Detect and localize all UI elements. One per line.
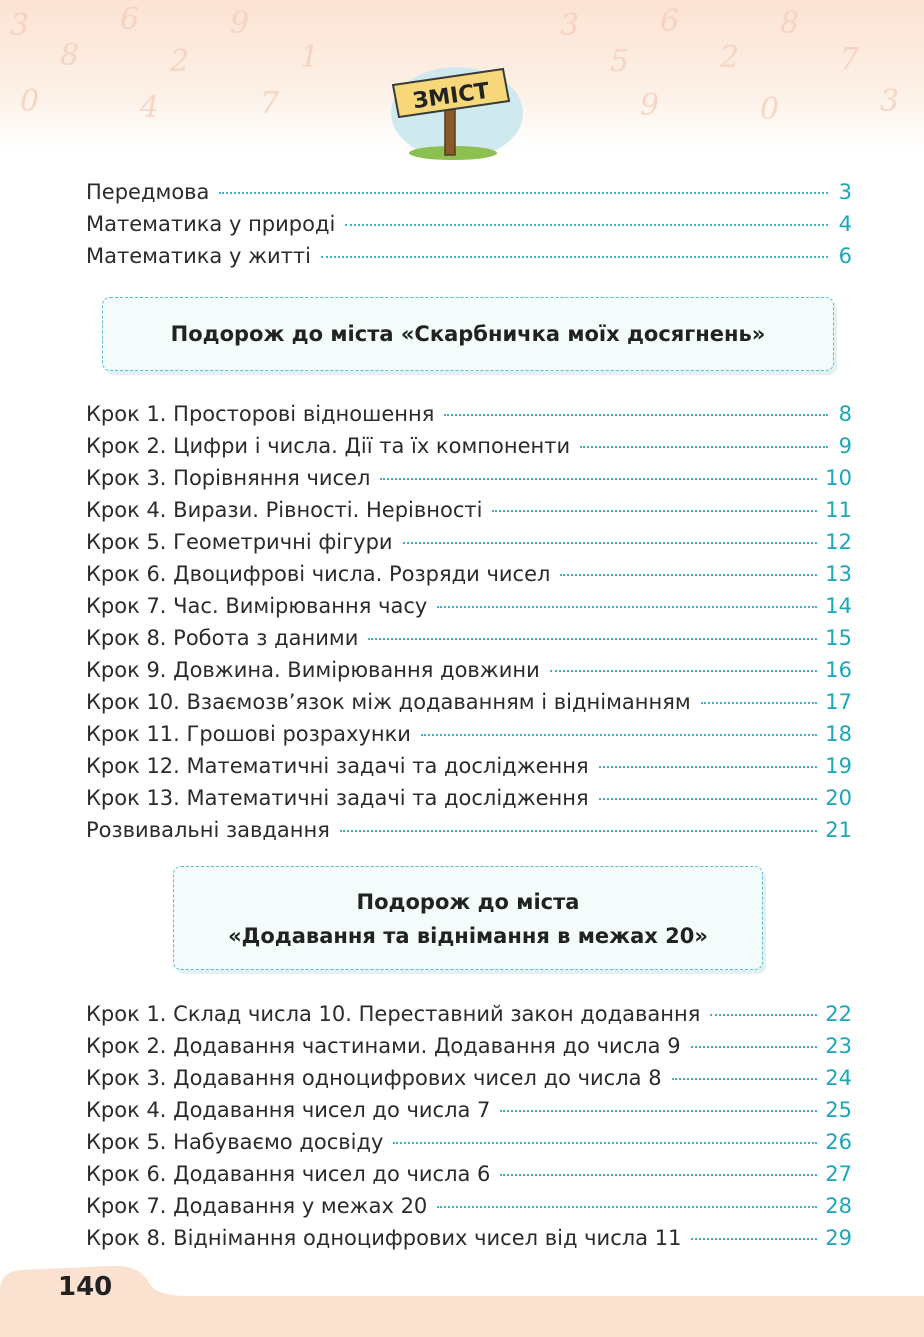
toc-page: 3 (838, 180, 852, 204)
dot-leader (437, 606, 817, 608)
dot-leader (421, 734, 817, 736)
dot-leader (672, 1078, 818, 1080)
toc-page: 22 (825, 1002, 852, 1026)
toc-page: 16 (825, 658, 852, 682)
toc-row[interactable] (86, 1126, 852, 1158)
dot-leader (492, 510, 817, 512)
toc-label: Крок 6. Двоцифрові числа. Розряди чисел (86, 562, 551, 586)
toc-label: Крок 13. Математичні задачі та дослідження (86, 786, 589, 810)
toc-row[interactable] (86, 558, 852, 590)
section-1-list (86, 398, 852, 846)
signpost-illustration (385, 55, 525, 160)
toc-page: 19 (825, 754, 852, 778)
toc-label: Крок 1. Просторові відношення (86, 402, 435, 426)
toc-label: Розвивальні завдання (86, 818, 330, 842)
toc-row[interactable] (86, 1094, 852, 1126)
toc-label: Крок 6. Додавання чисел до числа 6 (86, 1162, 491, 1186)
toc-label: Математика у житті (86, 244, 311, 268)
dot-leader (393, 1142, 817, 1144)
toc-page: 10 (825, 466, 852, 490)
toc-page: 26 (825, 1130, 852, 1154)
toc-label: Крок 3. Порівняння чисел (86, 466, 371, 490)
toc-row[interactable] (86, 462, 852, 494)
toc-page: 20 (825, 786, 852, 810)
section-title: Подорож до міста «Скарбничка моїх досягнень» (170, 322, 766, 346)
toc-page: 24 (825, 1066, 852, 1090)
toc-row[interactable] (86, 1222, 852, 1254)
section-2-list (86, 998, 852, 1254)
toc-row[interactable] (86, 430, 852, 462)
toc-label: Крок 5. Набуваємо досвіду (86, 1130, 384, 1154)
footer-tab (0, 1262, 924, 1337)
dot-leader (691, 1238, 817, 1240)
toc-page: 15 (825, 626, 852, 650)
toc-page: 4 (838, 212, 852, 236)
toc-row[interactable] (86, 1062, 852, 1094)
toc-row[interactable] (86, 998, 852, 1030)
dot-leader (580, 446, 828, 448)
toc-row[interactable] (86, 494, 852, 526)
toc-page: 14 (825, 594, 852, 618)
dot-leader (599, 798, 818, 800)
sign-title: ЗМІСТ (411, 78, 492, 115)
toc-page: 18 (825, 722, 852, 746)
toc-row[interactable] (86, 526, 852, 558)
toc-page: 13 (825, 562, 852, 586)
toc-row[interactable] (86, 176, 852, 208)
dot-leader (560, 574, 817, 576)
dot-leader (340, 830, 817, 832)
toc-row[interactable] (86, 814, 852, 846)
section-title-line-2: «Додавання та віднімання в межах 20» (228, 924, 708, 948)
toc-row[interactable] (86, 398, 852, 430)
toc-label: Крок 1. Склад числа 10. Переставний закон додавання (86, 1002, 701, 1026)
section-heading-2 (173, 866, 763, 970)
toc-row[interactable] (86, 782, 852, 814)
toc-page: 9 (838, 434, 852, 458)
dot-leader (219, 192, 828, 194)
dot-leader (691, 1046, 818, 1048)
dot-leader (437, 1206, 817, 1208)
toc-page: 29 (825, 1226, 852, 1250)
dot-leader (403, 542, 818, 544)
toc-label: Крок 11. Грошові розрахунки (86, 722, 411, 746)
toc-label: Крок 10. Взаємозв’язок між додаванням і відніманням (86, 690, 691, 714)
dot-leader (701, 702, 818, 704)
toc-page: 6 (838, 244, 852, 268)
toc-page: 25 (825, 1098, 852, 1122)
page-number: 140 (58, 1272, 113, 1302)
toc-label: Крок 7. Додавання у межах 20 (86, 1194, 428, 1218)
toc-row[interactable] (86, 1030, 852, 1062)
toc-page: 23 (825, 1034, 852, 1058)
toc-page: 11 (825, 498, 852, 522)
toc-row[interactable] (86, 750, 852, 782)
toc-label: Крок 3. Додавання одноцифрових чисел до числа 8 (86, 1066, 662, 1090)
toc-row[interactable] (86, 590, 852, 622)
section-heading-1 (102, 297, 834, 371)
dot-leader (380, 478, 817, 480)
toc-row[interactable] (86, 240, 852, 272)
dot-leader (345, 224, 828, 226)
toc-row[interactable] (86, 686, 852, 718)
toc-page: 12 (825, 530, 852, 554)
header-decoration: 3 8 6 2 9 1 3 5 6 2 8 7 0 4 7 9 0 3 (0, 0, 924, 150)
toc-row[interactable] (86, 622, 852, 654)
toc-label: Математика у природі (86, 212, 336, 236)
toc-page: 8 (838, 402, 852, 426)
toc-label: Крок 5. Геометричні фігури (86, 530, 393, 554)
toc-page: 21 (825, 818, 852, 842)
toc-label: Крок 2. Цифри і числа. Дії та їх компоненти (86, 434, 571, 458)
dot-leader (500, 1110, 817, 1112)
toc-label: Передмова (86, 180, 210, 204)
toc-label: Крок 12. Математичні задачі та дослідження (86, 754, 589, 778)
dot-leader (368, 638, 817, 640)
dot-leader (500, 1174, 817, 1176)
toc-row[interactable] (86, 1190, 852, 1222)
toc-page: 17 (825, 690, 852, 714)
toc-row[interactable] (86, 718, 852, 750)
dot-leader (321, 256, 828, 258)
section-title-line-1: Подорож до міста (356, 890, 580, 914)
toc-page: 27 (825, 1162, 852, 1186)
toc-row[interactable] (86, 654, 852, 686)
toc-label: Крок 8. Віднімання одноцифрових чисел від числа 11 (86, 1226, 682, 1250)
toc-label: Крок 2. Додавання частинами. Додавання до числа 9 (86, 1034, 681, 1058)
toc-label: Крок 8. Робота з даними (86, 626, 359, 650)
toc-label: Крок 4. Додавання чисел до числа 7 (86, 1098, 491, 1122)
toc-label: Крок 4. Вирази. Рівності. Нерівності (86, 498, 483, 522)
toc-label: Крок 9. Довжина. Вимірювання довжини (86, 658, 540, 682)
toc-label: Крок 7. Час. Вимірювання часу (86, 594, 428, 618)
toc-page: 28 (825, 1194, 852, 1218)
dot-leader (710, 1014, 817, 1016)
toc-row[interactable] (86, 1158, 852, 1190)
intro-list (86, 176, 852, 272)
dot-leader (444, 414, 828, 416)
dot-leader (599, 766, 818, 768)
toc-row[interactable] (86, 208, 852, 240)
dot-leader (550, 670, 818, 672)
